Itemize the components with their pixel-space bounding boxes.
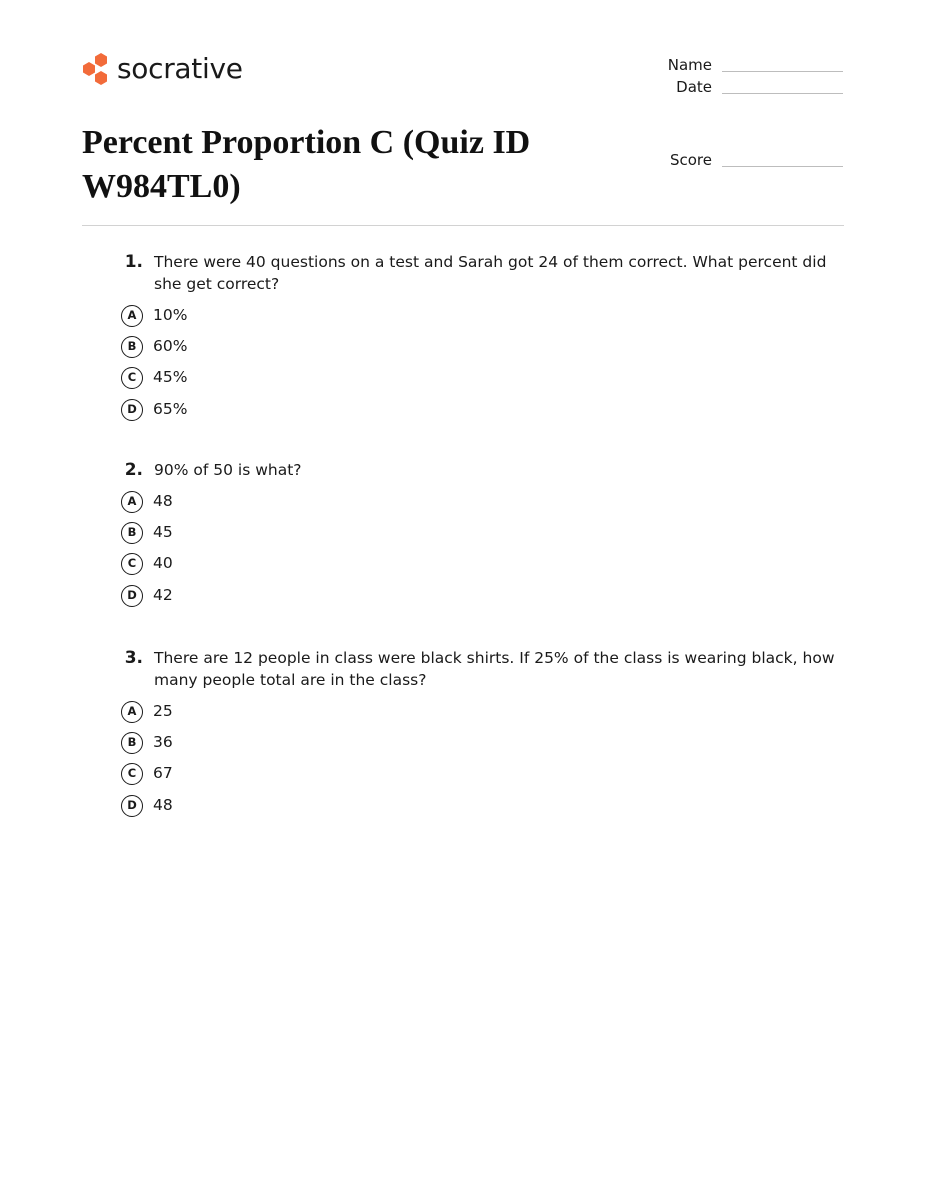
choice-text: 10% — [153, 305, 188, 324]
question-text: There were 40 questions on a test and Sarah got 24 of them correct. What percent did she get correct? — [154, 253, 827, 293]
choice-letter-circle[interactable]: D — [121, 795, 143, 817]
question-number: 2. — [124, 460, 143, 480]
choice-list — [121, 486, 841, 611]
question-number: 1. — [124, 252, 143, 272]
choice-letter-circle[interactable]: D — [121, 585, 143, 607]
header-divider — [82, 225, 844, 226]
choice-letter-circle[interactable]: B — [121, 522, 143, 544]
page-title: Percent Proportion C (Quiz ID W984TL0) — [82, 124, 531, 205]
score-label: Score — [669, 151, 712, 169]
socrative-logo — [81, 52, 243, 88]
choice-list — [121, 300, 841, 425]
choice-a[interactable] — [121, 486, 841, 517]
choice-c[interactable] — [121, 363, 841, 394]
choice-a[interactable] — [121, 300, 841, 331]
choice-text: 25 — [153, 701, 173, 720]
question-text: 90% of 50 is what? — [154, 461, 302, 479]
date-field[interactable] — [652, 80, 843, 95]
choice-text: 65% — [153, 399, 188, 418]
choice-text: 45% — [153, 368, 188, 387]
choice-letter-circle[interactable]: C — [121, 553, 143, 575]
choice-letter-circle[interactable]: B — [121, 732, 143, 754]
name-field[interactable] — [652, 58, 843, 73]
choice-letter-circle[interactable]: A — [121, 491, 143, 513]
choice-d[interactable] — [121, 580, 841, 611]
choice-letter-circle[interactable]: A — [121, 305, 143, 327]
choice-c[interactable] — [121, 759, 841, 790]
choice-c[interactable] — [121, 549, 841, 580]
choice-text: 45 — [153, 523, 173, 542]
choice-text: 48 — [153, 491, 173, 510]
choice-text: 40 — [153, 554, 173, 573]
choice-d[interactable] — [121, 790, 841, 821]
choice-b[interactable] — [121, 517, 841, 548]
question-text: There are 12 people in class were black shirts. If 25% of the class is wearing black, how many people total are in the class? — [154, 649, 835, 689]
choice-b[interactable] — [121, 331, 841, 362]
choice-letter-circle[interactable]: A — [121, 701, 143, 723]
choice-letter-circle[interactable]: D — [121, 399, 143, 421]
question-number: 3. — [124, 648, 143, 668]
choice-text: 67 — [153, 764, 173, 783]
brand-name: socrative — [117, 52, 243, 85]
score-line[interactable] — [722, 165, 843, 167]
score-field[interactable] — [652, 153, 843, 168]
name-label: Name — [667, 56, 712, 74]
choice-letter-circle[interactable]: C — [121, 367, 143, 389]
question-1 — [121, 251, 841, 425]
choice-a[interactable] — [121, 696, 841, 727]
choice-list — [121, 696, 841, 821]
choice-b[interactable] — [121, 727, 841, 758]
choice-letter-circle[interactable]: B — [121, 336, 143, 358]
question-3 — [121, 647, 841, 821]
choice-text: 36 — [153, 733, 173, 752]
choice-letter-circle[interactable]: C — [121, 763, 143, 785]
question-2 — [121, 459, 841, 611]
date-label: Date — [676, 78, 712, 96]
choice-text: 42 — [153, 585, 173, 604]
choice-d[interactable] — [121, 394, 841, 425]
choice-text: 60% — [153, 337, 188, 356]
choice-text: 48 — [153, 795, 173, 814]
date-line[interactable] — [722, 92, 843, 94]
hexagon-cluster-icon — [81, 52, 109, 88]
name-line[interactable] — [722, 70, 843, 72]
